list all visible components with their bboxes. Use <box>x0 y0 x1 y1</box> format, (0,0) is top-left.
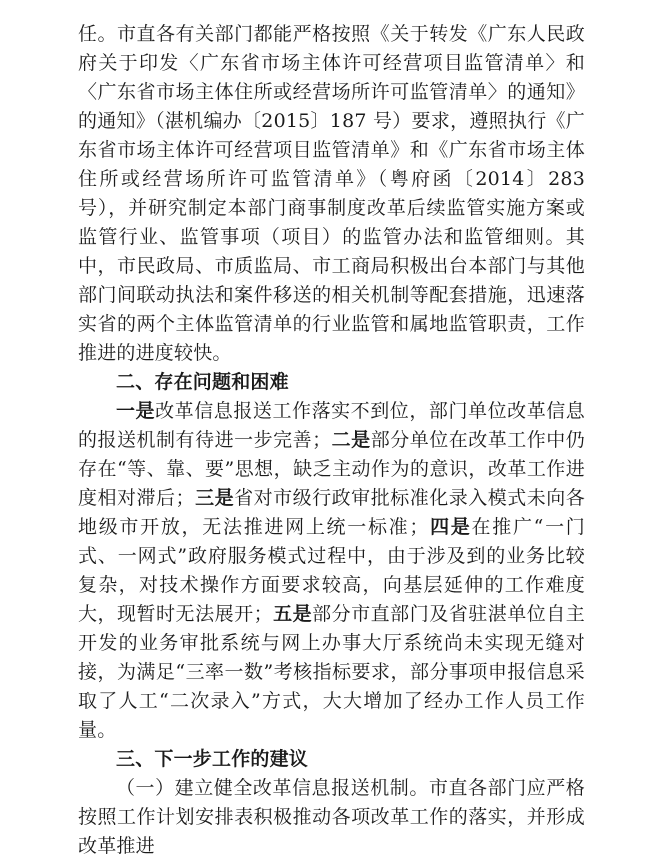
bold-text-run: 一是 <box>116 400 156 422</box>
text-run: 改革信息报送工作落实不到位，部门单位改革信息的报送机制有待进一步完善； <box>78 400 586 451</box>
text-run: 部分单位在改革工作中仍存在“等、靠、要”思想，缺乏主动作为的意识，改革工作进度相对滞后； <box>78 429 586 509</box>
paragraph <box>78 397 585 745</box>
text-run: 省对市级行政审批标准化录入模式未向各地级市开放，无法推进网上统一标准； <box>78 487 586 538</box>
section-heading <box>78 368 585 397</box>
paragraph <box>78 774 585 861</box>
text-run: 任。市直各有关部门都能严格按照《关于转发《广东人民政府关于印发〈广东省市场主体许可经营项目监管清单〉和〈广东省市场主体住所或经营场所许可监管清单〉的通知》的通知》（湛机编办〔2015〕187 号）要求，遵照执行《广东省市场主体许可经营项目监管清单》和《广东省市场主体住所或经营场所许可监管清单》（粤府函〔2014〕283 号），并研究制定本部门商事制度改革后续监管实施方案或监管行业、监管事项（项目）的监管办法和监管细则。其中，市民政局、市质监局、市工商局积极出台本部门与其他部门间联动执法和案件移送的相关机制等配套措施，迅速落实省的两个主体监管清单的行业监管和属地监管职责，工作推进的进度较快。 <box>78 23 585 364</box>
document-body <box>78 20 585 861</box>
text-run: （一）建立健全改革信息报送机制。市直各部门应严格按照工作计划安排表积极推动各项改革工作的落实，并形成改革推进 <box>78 777 585 857</box>
bold-text-run: 二是 <box>331 429 371 451</box>
paragraph <box>78 20 585 368</box>
bold-text-run: 五是 <box>272 603 313 625</box>
section-heading <box>78 745 585 774</box>
text-run: 部分市直部门及省驻湛单位自主开发的业务审批系统与网上办事大厅系统尚未实现无缝对接，为满足“三率一数”考核指标要求，部分事项申报信息采取了人工“二次录入”方式，大大增加了经办工作人员工作量。 <box>78 603 585 741</box>
bold-text-run: 四是 <box>428 516 472 538</box>
bold-text-run: 三是 <box>194 487 235 509</box>
bold-text-run: 二、存在问题和困难 <box>116 371 289 393</box>
text-run: 在推广“一门式、一网式”政府服务模式过程中，由于涉及到的业务比较复杂，对技术操作方面要求较高，向基层延伸的工作难度大，现暂时无法展开； <box>78 516 585 625</box>
bold-text-run: 三、下一步工作的建议 <box>116 748 309 770</box>
